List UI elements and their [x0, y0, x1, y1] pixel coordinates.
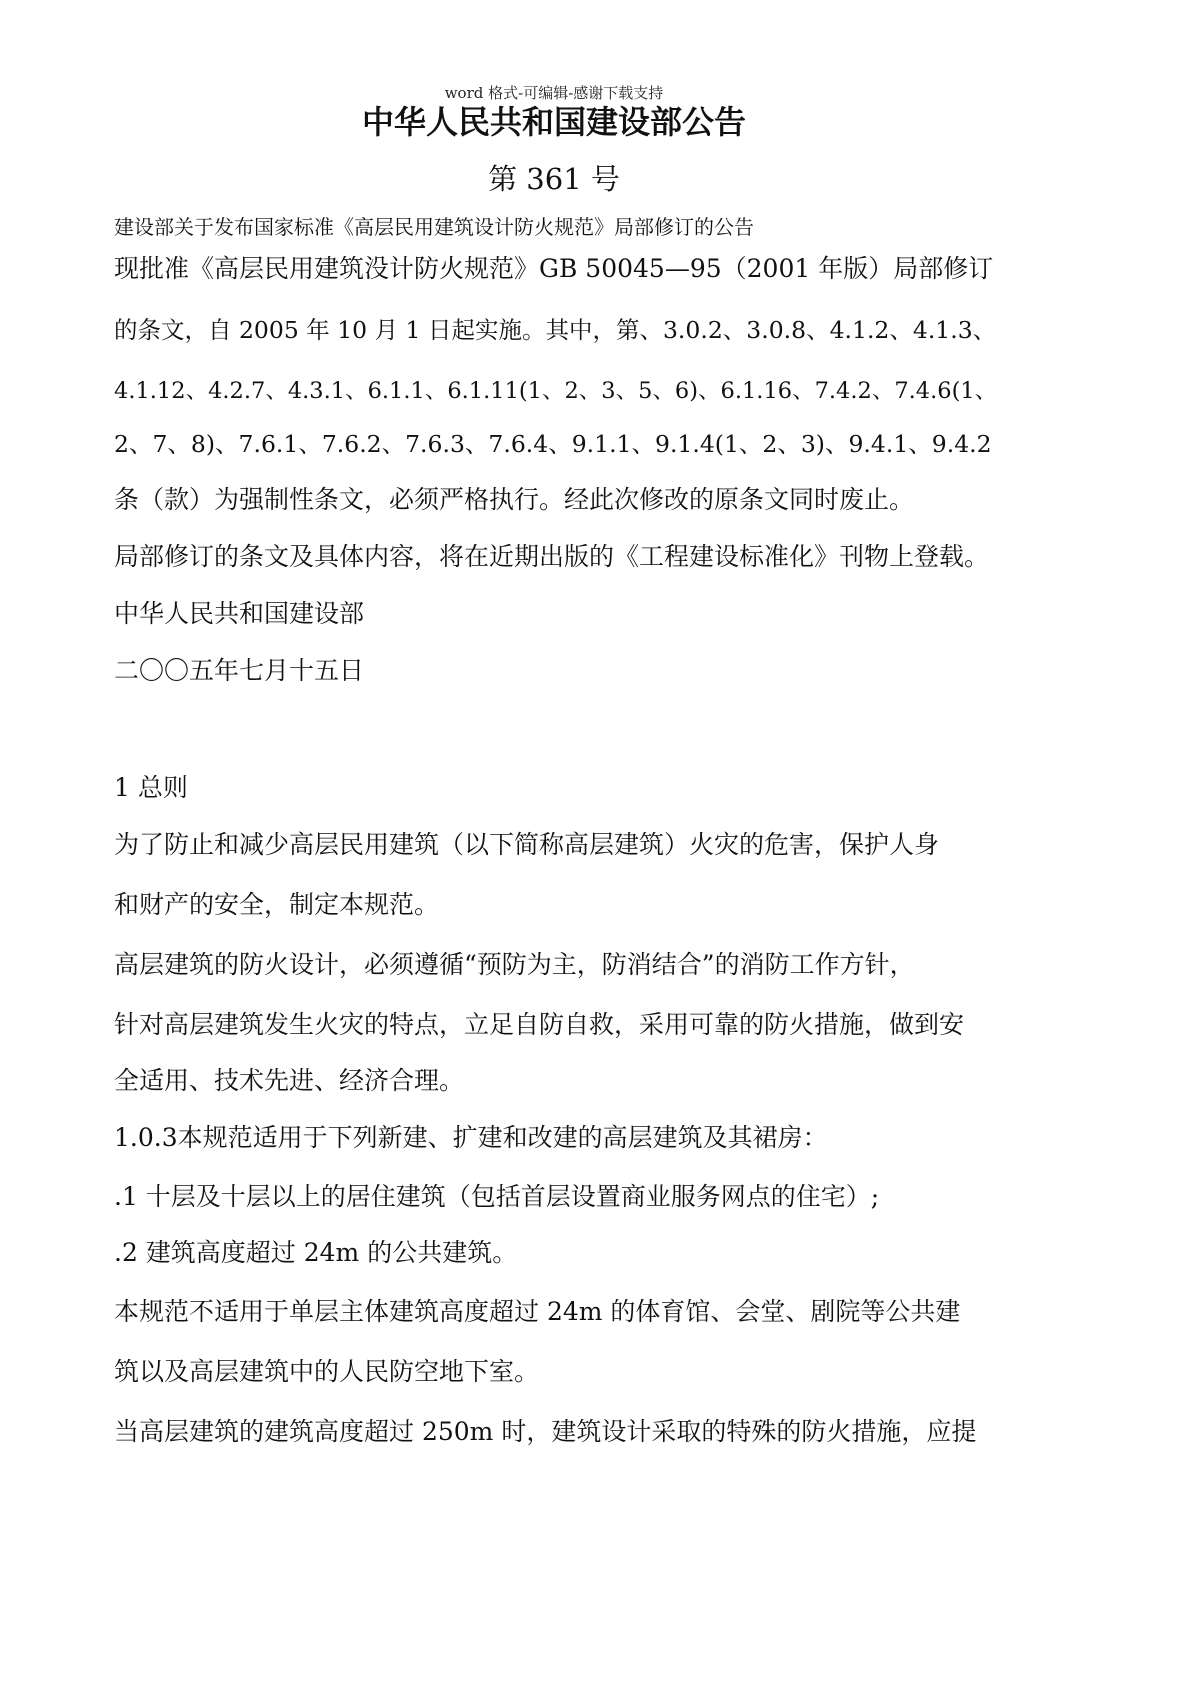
announcement-line: 4.1.12、4.2.7、4.3.1、6.1.1、6.1.11(1、2、3、5、6)、6.1.16、7.4.2、7.4.6(1、	[114, 378, 998, 404]
section-line: 当高层建筑的建筑高度超过 250m 时，建筑设计采取的特殊的防火措施，应提	[114, 1417, 977, 1446]
clause-item: .2 建筑高度超过 24m 的公共建筑。	[114, 1238, 518, 1267]
announcement-line: 2、7、8)、7.6.1、7.6.2、7.6.3、7.6.4、9.1.1、9.1.4(1、2、3)、9.4.1、9.4.2	[114, 430, 992, 458]
section-line: 高层建筑的防火设计，必须遵循“预防为主，防消结合”的消防工作方针，	[114, 950, 915, 979]
section-line: 针对高层建筑发生火灾的特点，立足自防自救，采用可靠的防火措施，做到安	[114, 1010, 965, 1039]
section-line: 本规范不适用于单层主体建筑高度超过 24m 的体育馆、会堂、剧院等公共建	[114, 1297, 961, 1326]
announcement-line: 条（款）为强制性条文，必须严格执行。经此次修改的原条文同时废止。	[114, 485, 915, 514]
section-line: 筑以及高层建筑中的人民防空地下室。	[114, 1357, 540, 1386]
announcement-line: 现批准《高层民用建筑没计防火规范》GB 50045—95（2001 年版）局部修订	[114, 254, 994, 283]
section-line: 为了防止和减少高层民用建筑（以下简称高层建筑）火灾的危害，保护人身	[114, 830, 940, 859]
header-note: word 格式-可编辑-感谢下载支持	[444, 84, 664, 102]
section-heading: 1 总则	[114, 773, 188, 802]
section-line: 全适用、技术先进、经济合理。	[114, 1066, 465, 1095]
announcement-subtitle: 建设部关于发布国家标准《高层民用建筑设计防火规范》局部修订的公告	[114, 215, 754, 239]
issuer-name: 中华人民共和国建设部	[114, 599, 365, 628]
document-title: 中华人民共和国建设部公告	[361, 103, 746, 141]
section-line: 和财产的安全，制定本规范。	[114, 890, 440, 919]
announcement-number: 第 361 号	[488, 162, 620, 196]
announcement-line: 的条文，自 2005 年 10 月 1 日起实施。其中，第、3.0.2、3.0.8、4.1.2、4.1.3、	[114, 316, 997, 344]
issue-date: 二〇〇五年七月十五日	[114, 656, 365, 685]
announcement-line: 局部修订的条文及具体内容，将在近期出版的《工程建设标准化》刊物上登载。	[114, 542, 990, 571]
clause-item: .1 十层及十层以上的居住建筑（包括首层设置商业服务网点的住宅）;	[114, 1182, 880, 1211]
clause-1-0-3: 1.0.3本规范适用于下列新建、扩建和改建的高层建筑及其裙房：	[114, 1123, 828, 1152]
